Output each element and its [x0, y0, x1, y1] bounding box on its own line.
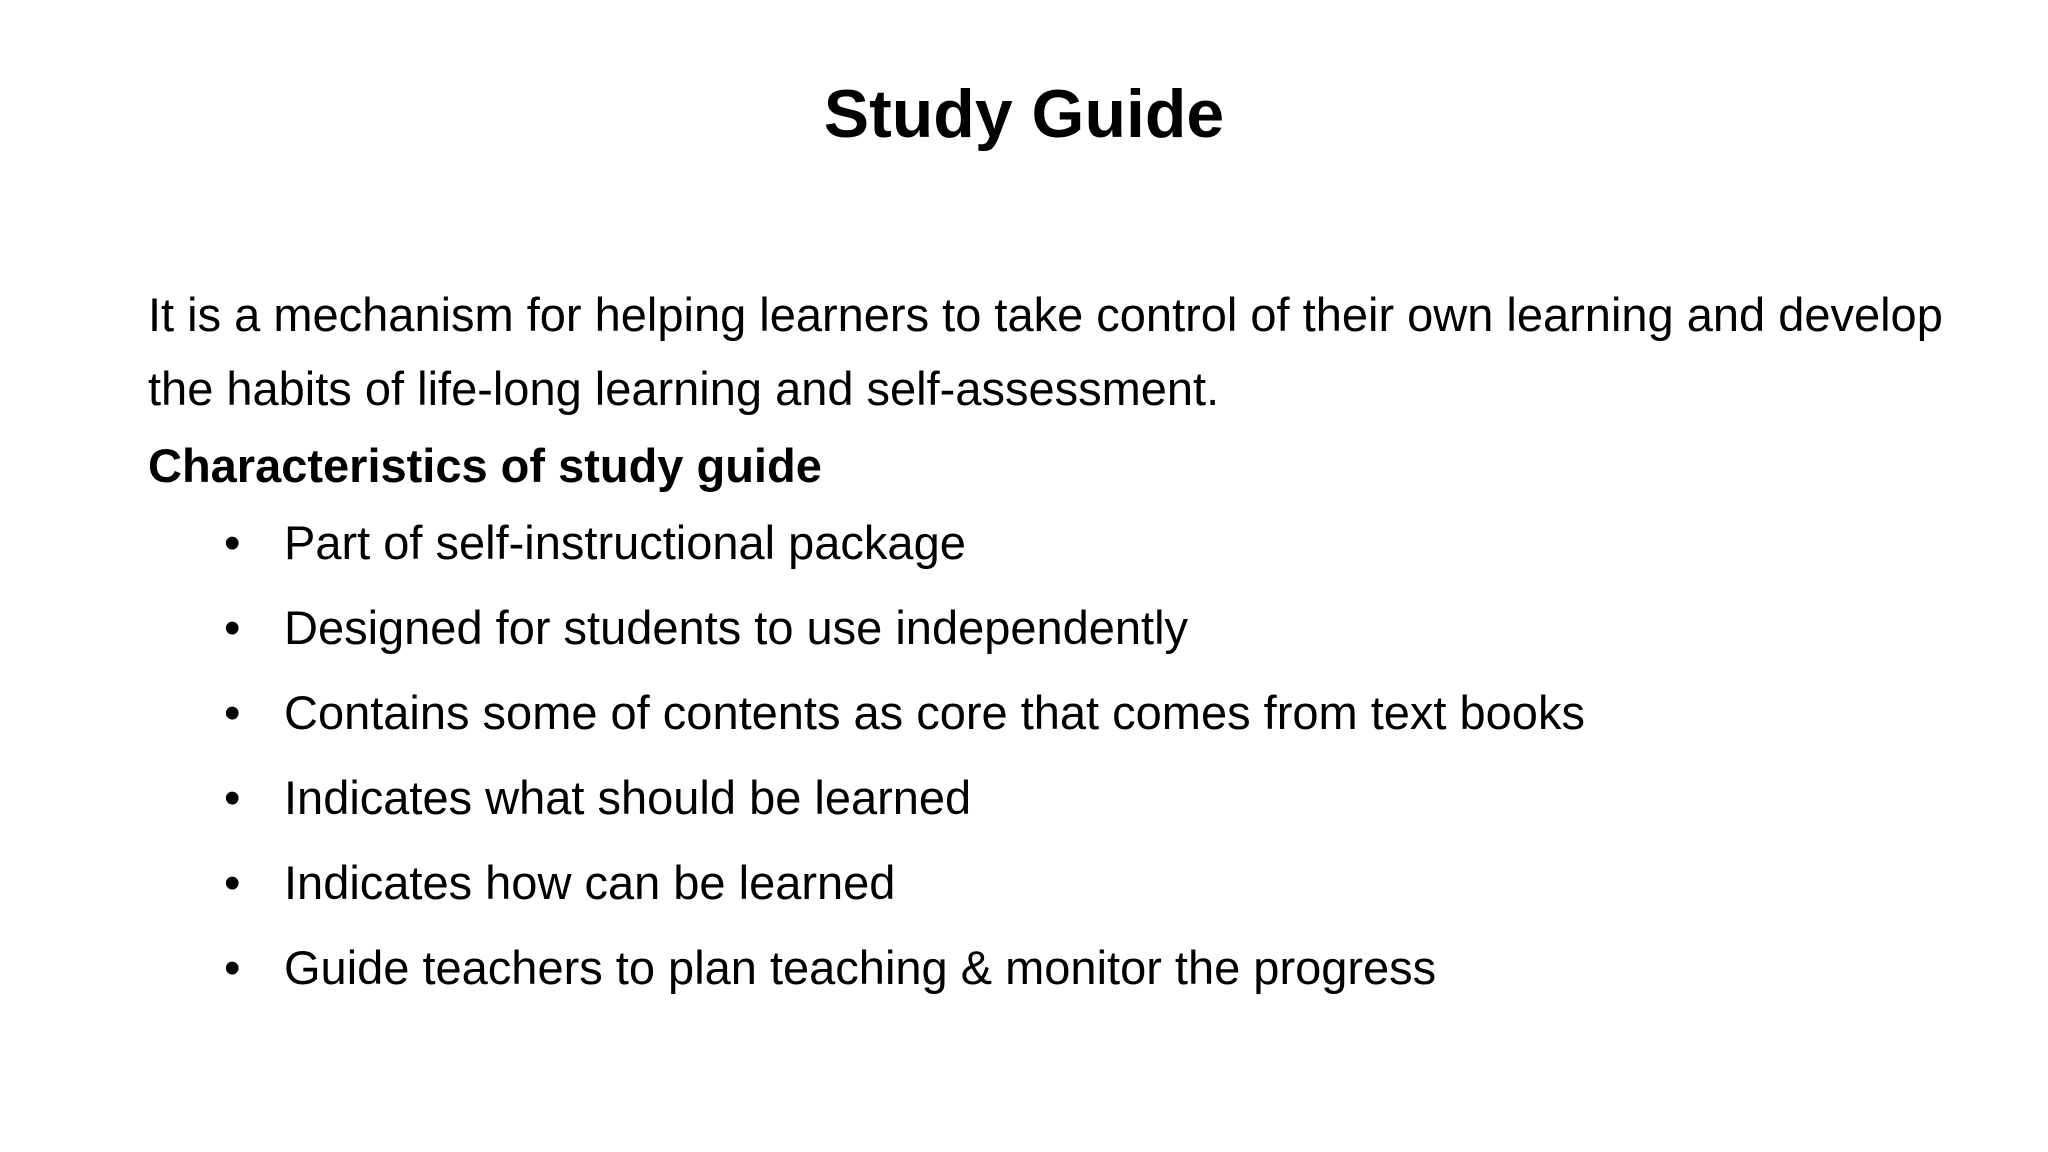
bullet-icon: •: [224, 856, 241, 909]
bullet-icon: •: [224, 771, 241, 824]
bullet-icon: •: [224, 601, 241, 654]
slide-title: Study Guide: [823, 76, 1225, 152]
bullet-icon: •: [224, 516, 241, 569]
bullet-icon: •: [224, 941, 241, 994]
list-item-text: Indicates what should be learned: [284, 771, 972, 824]
list-item-text: Indicates how can be learned: [284, 856, 896, 909]
list-item-text: Designed for students to use independently: [284, 601, 1189, 654]
list-item-text: Guide teachers to plan teaching & monitor the progress: [284, 941, 1437, 994]
bullet-icon: •: [224, 686, 241, 739]
list-item-text: Contains some of contents as core that comes from text books: [284, 686, 1585, 739]
list-item-text: Part of self-instructional package: [284, 516, 966, 569]
characteristics-heading: Characteristics of study guide: [148, 439, 822, 492]
intro-paragraph: It is a mechanism for helping learners to take control of their own learning and develop the habits of life-long learning and self-assessment.: [148, 288, 1943, 415]
